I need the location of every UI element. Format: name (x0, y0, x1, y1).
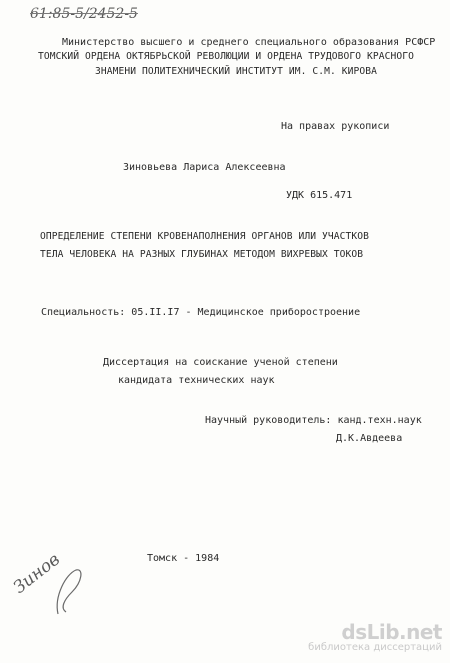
signature-flourish (52, 566, 88, 618)
dissertation-line-2: кандидата технических наук (118, 375, 275, 386)
author-name: Зиновьева Лариса Алексеевна (123, 162, 286, 173)
handwritten-signature: Зинов (9, 549, 64, 598)
watermark-logo-tld: .net (399, 620, 442, 644)
specialty-line: Специальность: 05.II.I7 - Медицинское приборостроение (41, 307, 361, 318)
ministry-line-1: Министерство высшего и среднего специального образования РСФСР (62, 37, 436, 48)
thesis-title-line-2: ТЕЛА ЧЕЛОВЕКА НА РАЗНЫХ ГЛУБИНАХ МЕТОДОМ ВИХРЕВЫХ ТОКОВ (40, 249, 364, 260)
handwritten-reference-number: 61:85-5/2452-5 (30, 6, 138, 22)
supervisor-name: Д.К.Авдеева (336, 433, 403, 444)
watermark-logo (282, 622, 442, 642)
dissertation-line-1: Диссертация на соискание ученой степени (103, 357, 338, 368)
watermark-logo-main: dsLib (341, 620, 400, 644)
thesis-title-line-1: ОПРЕДЕЛЕНИЕ СТЕПЕНИ КРОВЕНАПОЛНЕНИЯ ОРГАНОВ ИЛИ УЧАСТКОВ (40, 231, 370, 242)
ministry-line-3: ЗНАМЕНИ ПОЛИТЕХНИЧЕСКИЙ ИНСТИТУТ ИМ. С.М. КИРОВА (95, 66, 378, 77)
udk-code: УДК 615.471 (286, 190, 353, 201)
watermark-tagline: библиотека диссертаций (308, 642, 442, 653)
watermark (282, 622, 442, 656)
ministry-line-2: ТОМСКИЙ ОРДЕНА ОКТЯБРЬСКОЙ РЕВОЛЮЦИИ И ОРДЕНА ТРУДОВОГО КРАСНОГО (38, 51, 415, 62)
city-year: Томск - 1984 (147, 553, 220, 564)
manuscript-rights: На правах рукописи (281, 121, 390, 132)
supervisor-label: Научный руководитель: канд.техн.наук (205, 415, 422, 426)
